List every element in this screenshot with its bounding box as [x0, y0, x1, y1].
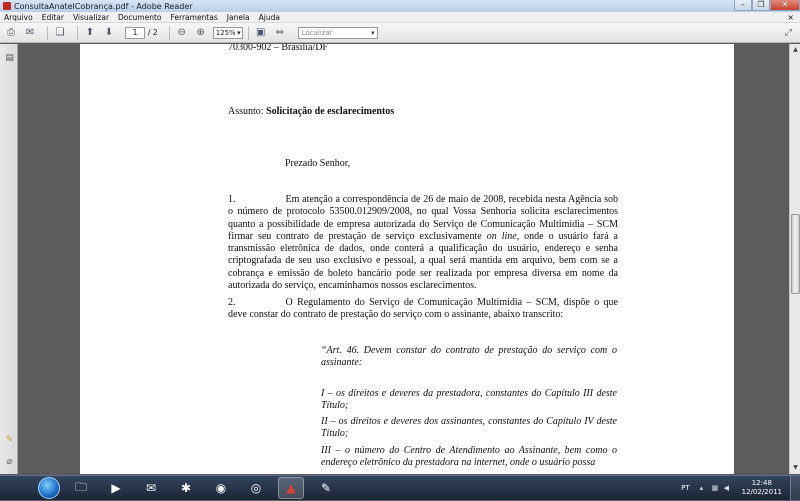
browser-icon[interactable]: ◎ — [250, 481, 262, 495]
toolbar-separator — [77, 26, 78, 40]
close-document-button[interactable]: × — [787, 12, 794, 22]
minimize-button[interactable]: – — [734, 0, 752, 11]
paragraph-text: Em atenção a correspondência de 26 de maio de 2008, recebida nesta Agência sob — [285, 194, 618, 205]
taskbar — [0, 475, 800, 500]
maximize-button[interactable]: ❐ — [752, 0, 770, 11]
language-indicator[interactable]: PT — [681, 484, 690, 492]
page-thumbnails-icon[interactable]: ▤ — [5, 52, 14, 63]
paragraph-text: o número de protocolo 53500.012909/2008, no qual Vossa Senhoria solicita esclarecimentos quanto a possibilidade de empresa autorizada do Serviço de Comunicação Multimídia – SCM firmar seu contrato de prestação de serviço exclusivamente — [228, 206, 618, 242]
firefox-icon[interactable]: ◉ — [215, 481, 227, 495]
paragraph-number: 1. — [228, 194, 236, 205]
paragraph-text: , onde o usuário fará a transmissão eletrônica de dados, onde conterá a qualificação do usuário, endereço e senha criptografada de seu uso exclusivo e pessoal, a qual será mantida em arquivo, bem com se a cobrança e emissão de boleto bancário pode ser realizada por empresa diversa em nome da autorizada do serviço, encaminhamos nossos esclarecimentos. — [228, 230, 618, 292]
pdf-page — [80, 44, 734, 474]
explorer-icon[interactable]: 🗀 — [74, 479, 87, 494]
print-icon[interactable]: ⎙ — [7, 27, 15, 38]
clock-date: 12/02/2011 — [741, 488, 782, 496]
toolbar-separator — [248, 26, 249, 40]
paragraph-number: 2. — [228, 297, 236, 308]
menu-documento[interactable]: Documento — [118, 12, 162, 22]
menu-visualizar[interactable]: Visualizar — [72, 12, 110, 22]
comments-icon[interactable]: ✎ — [5, 434, 14, 445]
next-page-icon[interactable]: ⬇ — [104, 27, 114, 38]
start-button[interactable] — [38, 477, 60, 499]
page-total: / 2 — [148, 28, 158, 37]
toolbar-separator — [47, 26, 48, 40]
paint-icon[interactable]: ✎ — [320, 481, 332, 495]
system-tray — [681, 476, 800, 501]
network-icon[interactable]: ▦ — [711, 484, 719, 492]
toolbar-expand-icon[interactable]: ⤢ — [784, 27, 792, 38]
paragraph-text: O Regulamento do Serviço de Comunicação Multimídia – SCM, dispõe o que — [285, 297, 618, 308]
paragraph-2 — [228, 297, 618, 322]
paragraph-italic: on line — [486, 230, 517, 242]
navigation-panel — [0, 44, 18, 474]
quote-item-ii: II – os direitos e deveres dos assinantes, constantes do Capítulo IV deste Título; — [321, 416, 617, 440]
menu-bar — [0, 12, 800, 23]
attach-icon[interactable]: ❏ — [55, 27, 65, 38]
clock-time: 12:48 — [751, 479, 772, 487]
adobe-reader-icon — [3, 2, 11, 10]
menu-arquivo[interactable]: Arquivo — [4, 12, 33, 22]
document-area — [19, 44, 789, 474]
close-button[interactable]: ✕ — [770, 0, 800, 11]
tray-arrow-icon[interactable]: ▴ — [699, 484, 704, 492]
subject-line — [228, 106, 394, 118]
email-icon[interactable]: ✉ — [25, 27, 35, 38]
attachments-icon[interactable]: ⌀ — [6, 456, 13, 467]
title-bar — [0, 0, 800, 12]
address-line: 70300-902 – Brasília/DF — [228, 44, 328, 53]
app-icon[interactable]: ✉ — [145, 481, 157, 495]
subject-text: Solicitação de esclarecimentos — [266, 106, 395, 117]
subject-label: Assunto: — [228, 106, 267, 117]
paragraph-text: deve constar do contrato de prestação do serviço com o assinante, abaixo transcrito: — [228, 309, 564, 321]
zoom-in-icon[interactable]: ⊕ — [196, 27, 205, 38]
zoom-out-icon[interactable]: ⊖ — [177, 27, 186, 38]
find-input[interactable]: Localizar ▾ — [298, 27, 378, 39]
scroll-up-icon[interactable]: ▲ — [793, 46, 798, 53]
quote-item-i: I – os direitos e deveres da prestadora, constantes do Capítulo III deste Título; — [321, 388, 617, 412]
clock[interactable] — [742, 479, 782, 497]
salutation: Prezado Senhor, — [285, 158, 351, 169]
menu-janela[interactable]: Janela — [226, 12, 250, 22]
toolbar — [0, 23, 800, 43]
volume-icon[interactable]: ◀ — [723, 484, 730, 492]
fit-page-icon[interactable]: ▣ — [255, 27, 266, 38]
page-number-input[interactable]: 1 — [125, 27, 145, 39]
menu-ferramentas[interactable]: Ferramentas — [170, 12, 218, 22]
quote-article: “Art. 46. Devem constar do contrato de prestação do serviço com o assinante: — [321, 345, 617, 369]
paragraph-1 — [228, 194, 618, 292]
toolbar-separator — [169, 26, 170, 40]
menu-ajuda[interactable]: Ajuda — [258, 12, 280, 22]
quote-item-iii: III – o número do Centro de Atendimento ao Assinante, bem como o endereço eletrônico da prestadora na internet, onde o usuário possa — [321, 445, 617, 469]
scroll-thumb[interactable] — [791, 214, 800, 294]
show-desktop-button[interactable] — [790, 476, 800, 501]
previous-page-icon[interactable]: ⬆ — [85, 27, 95, 38]
scroll-down-icon[interactable]: ▼ — [793, 464, 798, 471]
media-player-icon[interactable]: ▶ — [111, 481, 121, 495]
menu-editar[interactable]: Editar — [41, 12, 64, 22]
zoom-select[interactable]: 125% ▾ — [213, 27, 243, 39]
adobe-reader-task-icon[interactable]: ▲ — [278, 477, 304, 499]
vertical-scrollbar[interactable] — [789, 44, 800, 474]
fit-width-icon[interactable]: ⇔ — [275, 27, 284, 38]
window-title: ConsultaAnatelCobrança.pdf - Adobe Reader — [14, 1, 193, 11]
network-tool-icon[interactable]: ✱ — [180, 481, 192, 495]
